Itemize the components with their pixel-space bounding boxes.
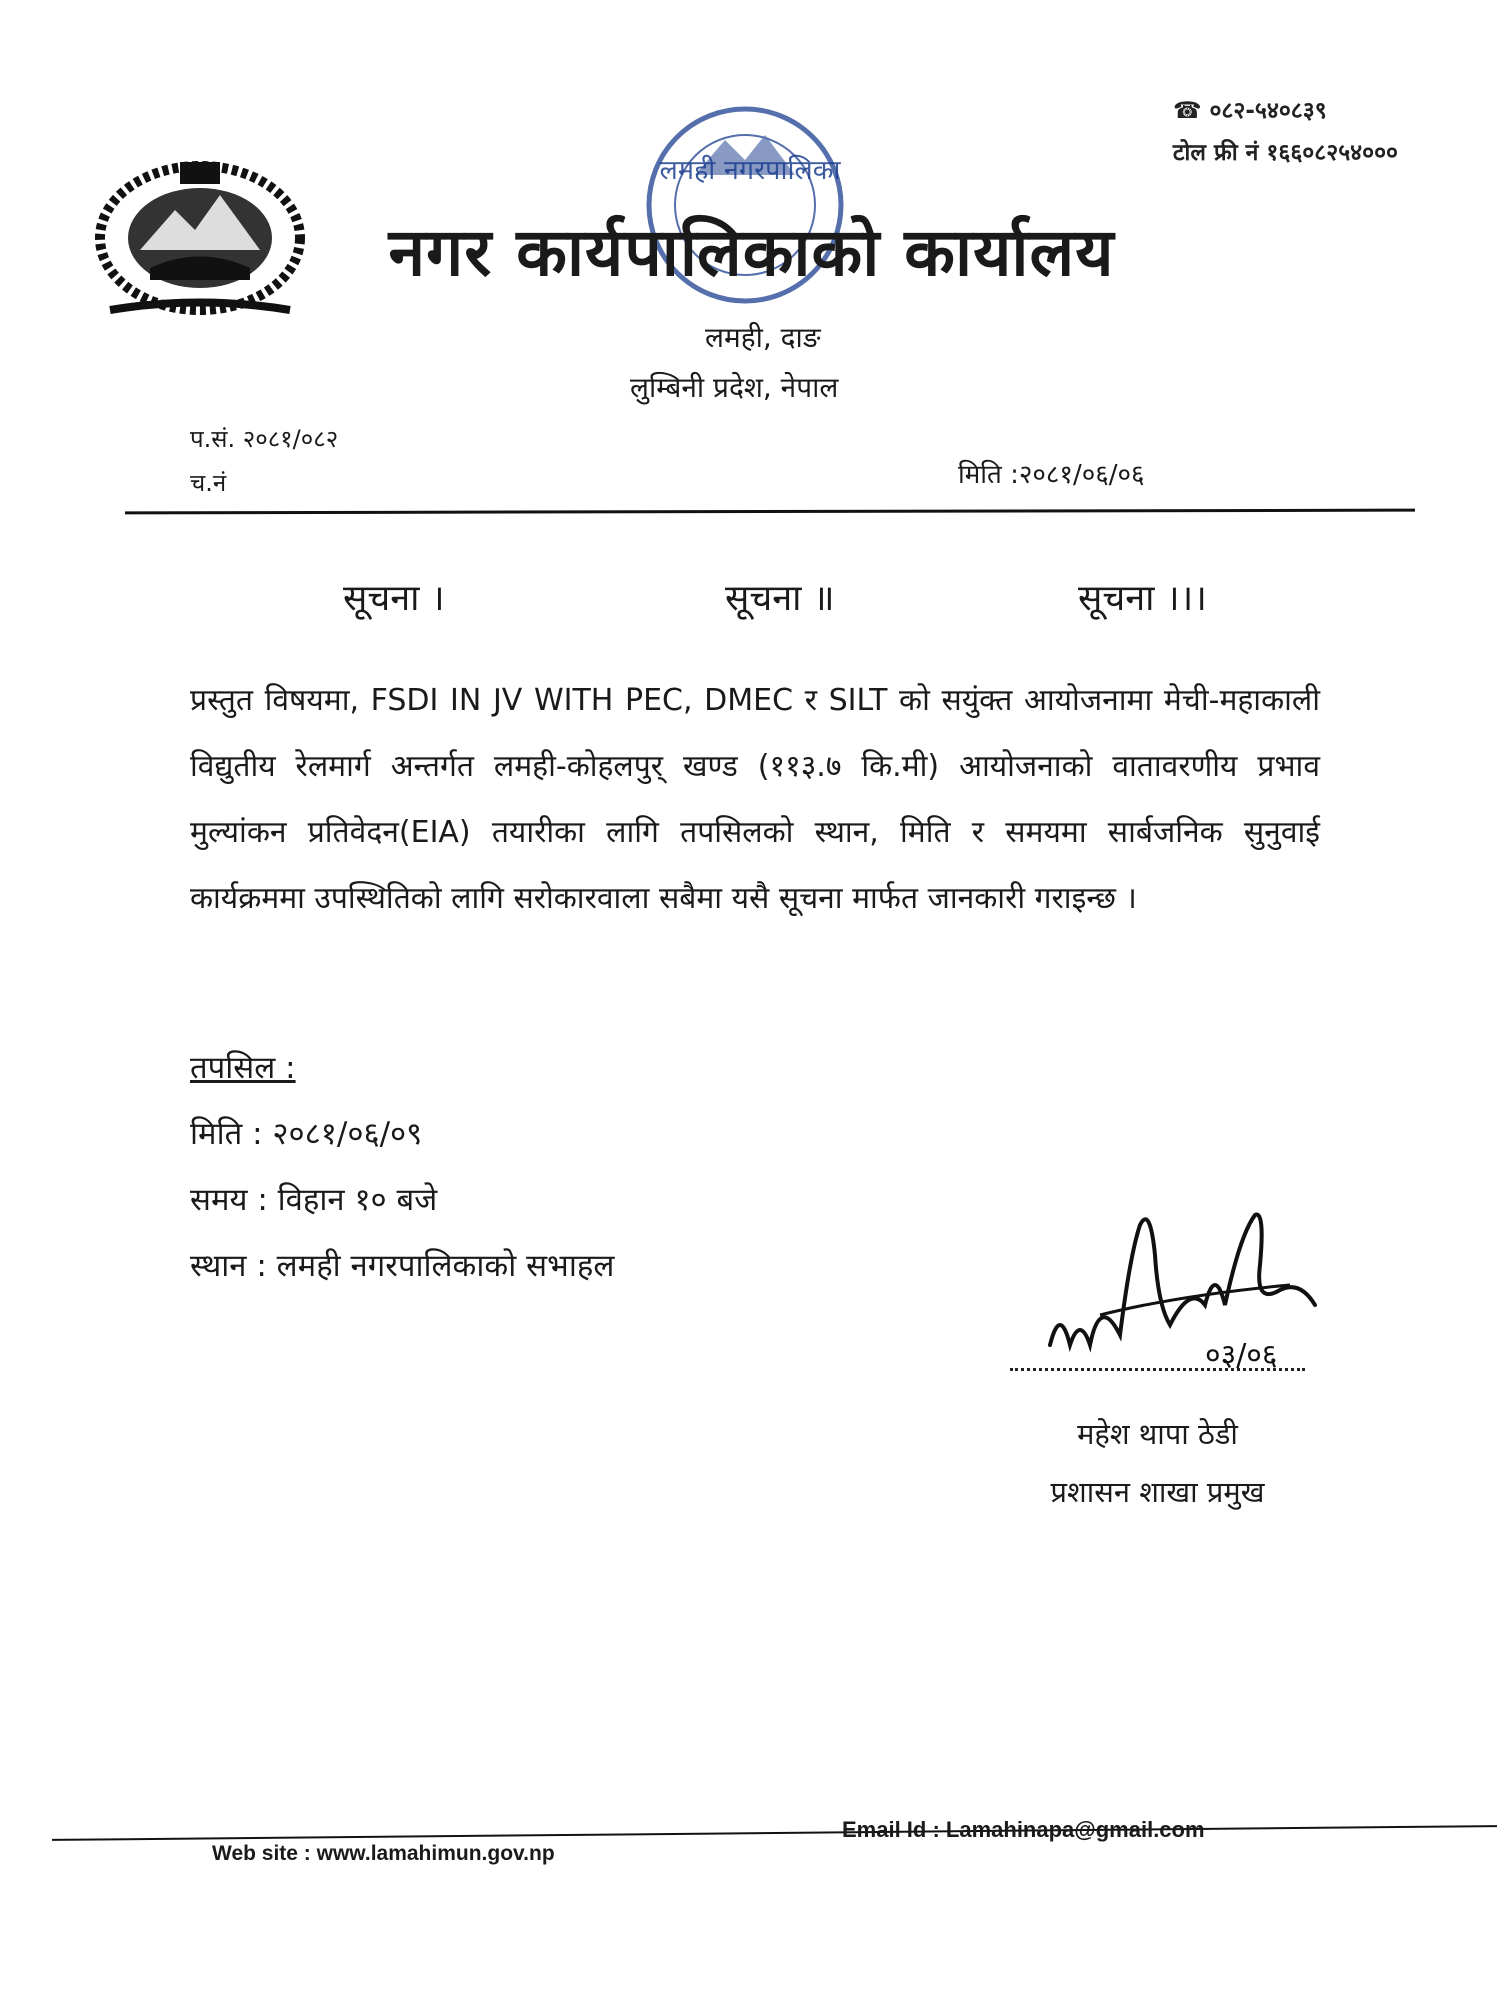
phone-number: ☎ ०८२-५४०८३९ [1172, 98, 1327, 124]
details-date: मिति : २०८१/०६/०९ [190, 1116, 423, 1152]
address-line-1: लमही, दाङ [705, 321, 821, 354]
footer-divider [52, 1825, 1497, 1841]
reference-number: प.सं. २०८१/०८२ [190, 425, 339, 453]
details-time: समय : विहान १० बजे [190, 1182, 438, 1218]
signer-name: महेश थापा ठेडी [1077, 1417, 1238, 1451]
svg-text:०३/०६: ०३/०६ [1205, 1338, 1278, 1373]
notice-heading-2: सूचना ॥ [725, 578, 835, 619]
signer-designation: प्रशासन शाखा प्रमुख [1050, 1475, 1265, 1509]
details-block [190, 1035, 614, 1299]
address-line-2: लुम्बिनी प्रदेश, नेपाल [630, 371, 839, 404]
email-link[interactable]: Email Id : Lamahinapa@gmail.com [842, 1817, 1205, 1842]
contact-block [1173, 90, 1398, 174]
notice-heading-1: सूचना । [343, 578, 445, 619]
dispatch-number: च.नं [190, 469, 227, 497]
notice-paragraph: प्रस्तुत विषयमा, FSDI IN JV WITH PEC, DMEC र SILT को सयुंक्त आयोजनामा मेची-महाकाली विद्युतीय रेलमार्ग अन्तर्गत लमही-कोहलपुर् खण्ड (११३.७ कि.मी) आयोजनाको वातावरणीय प्रभाव मुल्यांकन प्रतिवेदन(EIA) तयारीका लागि तपसिलको स्थान, मिति र समयमा सार्बजनिक सुनुवाई कार्यक्रममा उपस्थितिको लागि सरोकारवाला सबैमा यसै सूचना मार्फत जानकारी गराइन्छ । [190, 683, 1320, 916]
details-heading: तपसिल : [190, 1050, 296, 1086]
signature-icon [1040, 1195, 1340, 1385]
header-divider [125, 509, 1415, 515]
office-title: नगर कार्यपालिकाको कार्यालय [388, 214, 1115, 291]
stamp-text: लमही नगरपालिका [659, 155, 841, 186]
signature-line [1010, 1368, 1305, 1371]
details-place: स्थान : लमही नगरपालिकाको सभाहल [190, 1248, 615, 1284]
signer-block [1010, 1405, 1305, 1521]
notice-heading-3: सूचना ।।। [1078, 578, 1207, 619]
letter-date: मिति :२०८१/०६/०६ [958, 460, 1145, 490]
toll-free-number: टोल फ्री नं १६६०८२५४००० [1172, 140, 1398, 166]
website-link[interactable]: Web site : www.lamahimun.gov.np [212, 1842, 555, 1865]
